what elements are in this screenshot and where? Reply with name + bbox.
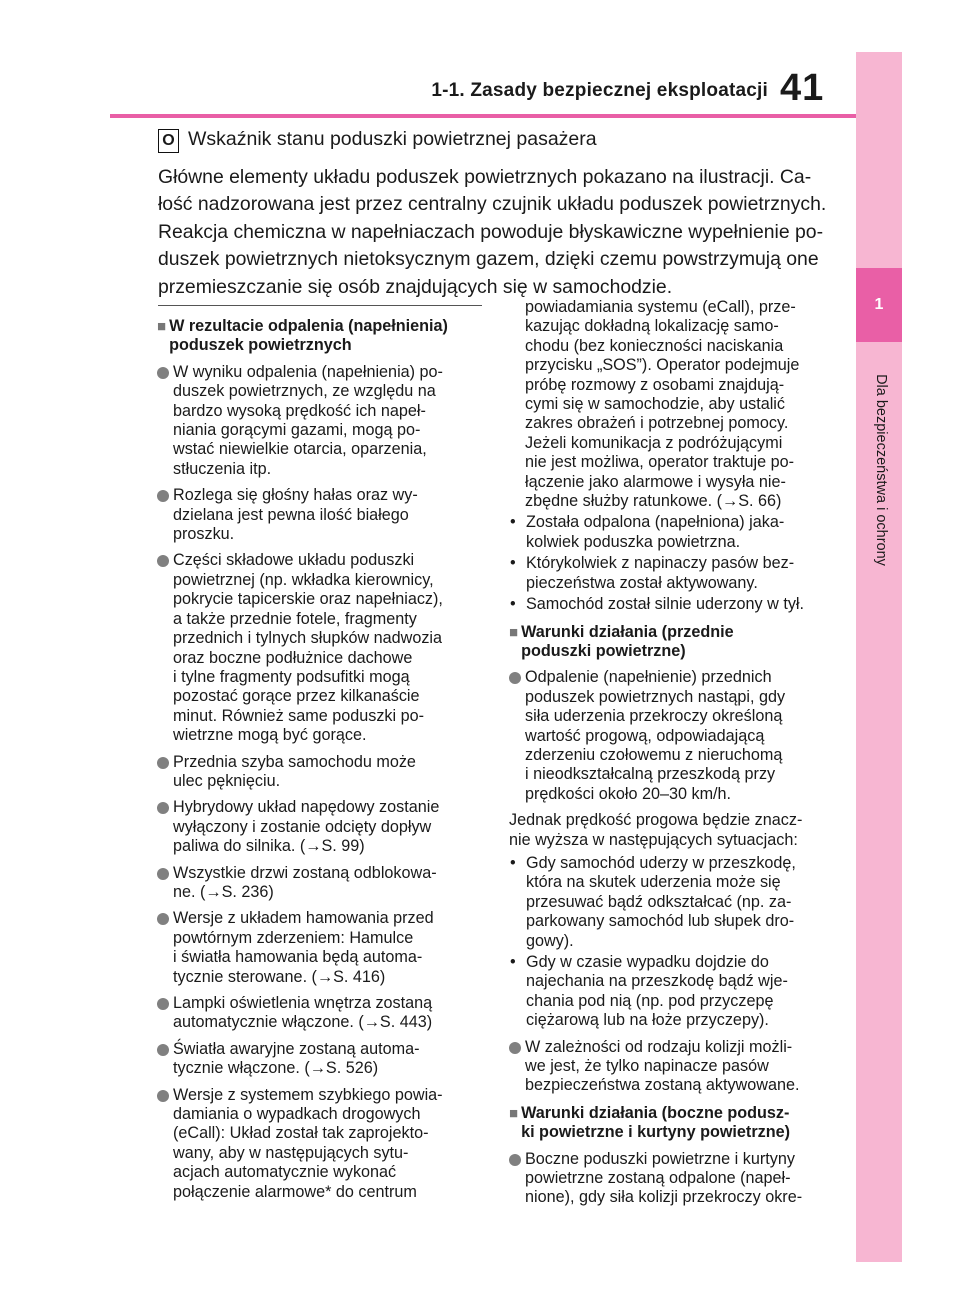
text-line: (eCall): Układ został tak zaprojekto-	[173, 1124, 429, 1143]
bullet-item	[157, 864, 485, 903]
bullet-item	[509, 668, 839, 804]
dot-bullet-icon: •	[510, 513, 516, 532]
text-line: wyłączony i zostanie odcięty dopływ	[173, 817, 432, 836]
text-line: ciężarową lub na łoże przyczepy).	[526, 1011, 769, 1030]
text-line: W zależności od rodzaju kolizji możli-	[525, 1037, 793, 1056]
text-line: Jednak prędkość progowa będzie znacz-	[509, 811, 803, 830]
intro-line: Reakcja chemiczna w napełniaczach powoduje błyskawiczne wypełnienie po-	[158, 220, 824, 243]
callout-key-o: O	[158, 129, 179, 153]
text-line: Samochód został silnie uderzony w tył.	[526, 595, 805, 614]
text-line: ne. (→S. 236)	[173, 882, 274, 901]
circle-bullet-icon	[157, 998, 169, 1010]
threshold-list	[509, 854, 839, 1031]
text-line: i tylne fragmenty podsufitki mogą	[173, 667, 410, 686]
text-line: wstać niewielkie otarcia, oparzenia,	[173, 440, 427, 459]
text-line: nie jest możliwa, operator traktuje po-	[525, 453, 795, 472]
text-line: Gdy w czasie wypadku dojdzie do	[526, 953, 769, 971]
text-line: ulec pęknięciu.	[173, 771, 281, 790]
text-line: Wszystkie drzwi zostaną odblokowa-	[173, 863, 437, 882]
column-divider-rule	[158, 305, 482, 306]
text-line: połączenie alarmowe* do centrum	[173, 1182, 417, 1201]
section-heading	[509, 623, 839, 662]
text-line: kolwiek poduszka powietrzna.	[526, 532, 741, 551]
bullet-item	[509, 1150, 839, 1208]
text-line: poduszki powietrzne)	[521, 641, 686, 660]
text-line: automatycznie włączone. (→S. 443)	[173, 1013, 433, 1032]
side-tab-label-text: Dla bezpieczeństwa i ochrony	[873, 374, 889, 566]
sub-bullet-text	[526, 953, 839, 1031]
circle-bullet-icon	[157, 868, 169, 880]
text-line: przycisku „SOS”). Operator podejmuje	[525, 356, 800, 375]
sub-bullet-item	[509, 513, 839, 552]
text-line: powtórnym zderzeniem: Hamulce	[173, 928, 414, 947]
sub-bullet-item	[509, 554, 839, 593]
text-line: minut. Również same poduszki po-	[173, 706, 425, 725]
text-line: tycznie sterowane. (→S. 416)	[173, 967, 386, 986]
threshold-note	[509, 811, 839, 850]
text-line: cymi się w samochodzie, aby ustalić	[525, 395, 785, 414]
bullet-item	[157, 486, 485, 544]
text-line: przednich i tylnych słupków nadwozia	[173, 629, 443, 648]
sub-bullet-item	[509, 854, 839, 951]
square-bullet-icon: ■	[509, 623, 519, 641]
text-line: Warunki działania (przednie	[521, 622, 734, 641]
text-line: dzielana jest pewna ilość białego	[173, 505, 409, 524]
intro-line: Główne elementy układu poduszek powietrznych pokazano na ilustracji. Ca-	[158, 166, 812, 188]
text-line: Którykolwiek z napinaczy pasów bez-	[526, 554, 795, 573]
bullet-item	[157, 1086, 485, 1202]
bullet-item-text	[173, 551, 485, 745]
dot-bullet-icon: •	[510, 953, 516, 971]
bullet-item	[157, 753, 485, 792]
text-line: parkowany samochód lub słupek dro-	[526, 912, 795, 931]
bullet-item-text	[173, 1086, 485, 1202]
text-line: Rozlega się głośny hałas oraz wy-	[173, 486, 418, 505]
circle-bullet-icon	[157, 555, 169, 567]
text-line: wartość progową, odpowiadającą	[525, 726, 765, 745]
text-line: zbędne służby ratunkowe. (→S. 66)	[525, 492, 782, 511]
text-line: kazując dokładną lokalizację samo-	[525, 317, 779, 336]
text-line: pokrycie tapicerskie oraz napełniacz),	[173, 590, 443, 609]
text-line: próbę rozmowy z osobami znajdują-	[525, 375, 785, 394]
intro-line: duszek powietrznych nietoksycznym gazem, dzięki czemu powstrzymują one	[158, 248, 819, 271]
right-column	[509, 298, 839, 1208]
text-line: tycznie włączone. (→S. 526)	[173, 1059, 379, 1078]
bullet-item	[157, 1040, 485, 1079]
text-line: Jeżeli komunikacja z podróżującymi	[525, 433, 783, 452]
circle-bullet-icon	[157, 1090, 169, 1102]
text-line: Wersje z systemem szybkiego powia-	[173, 1085, 443, 1104]
sub-bullet-text	[526, 554, 839, 593]
text-line: wany, aby w następujących sytu-	[173, 1143, 409, 1162]
text-line: nione), gdy siła kolizji przekroczy okre-	[525, 1188, 803, 1207]
text-line: przesuwać bądź odkształcać (np. za-	[526, 892, 792, 911]
bullet-item	[157, 994, 485, 1033]
text-line: pieczeństwa został aktywowany.	[526, 573, 758, 592]
bullet-item-text	[525, 1038, 839, 1096]
text-line: W wyniku odpalenia (napełnienia) po-	[173, 362, 443, 381]
intro-line: łość nadzorowana jest przez centralny czujnik układu poduszek powietrznych.	[158, 193, 827, 216]
section-heading-text	[521, 623, 734, 662]
text-line: Hybrydowy układ napędowy zostanie	[173, 798, 440, 817]
section-heading	[157, 317, 485, 356]
text-line: nie wyższa w następujących sytuacjach:	[509, 830, 798, 849]
text-line: oraz boczne podłużnice dachowe	[173, 648, 413, 667]
bullet-item-text	[173, 798, 485, 856]
bullet-item-text	[173, 486, 485, 544]
text-line: chania pod nią (np. pod przyczepę	[526, 991, 774, 1010]
side-thumb-tab	[856, 52, 902, 1262]
text-line: duszek powietrznych, ze względu na	[173, 382, 436, 401]
text-line: Światła awaryjne zostaną automa-	[173, 1039, 420, 1058]
sub-bullet-text	[526, 854, 839, 951]
intro-line: przemieszczanie się osób znajdujących się w samochodzie.	[158, 275, 673, 298]
text-line: siła uderzenia przekroczy określoną	[525, 707, 783, 726]
text-line: bardzo wysoką prędkość ich napeł-	[173, 401, 426, 420]
text-line: niania gorącymi gazami, mogą po-	[173, 421, 421, 440]
dot-bullet-icon: •	[510, 853, 516, 872]
text-line: poduszek powietrznych	[169, 336, 352, 355]
left-column	[157, 317, 485, 1202]
intro-heading: Wskaźnik stanu poduszki powietrznej pasażera	[188, 128, 597, 150]
bullet-item	[157, 909, 485, 987]
text-line: Odpalenie (napełnienie) przednich	[525, 668, 772, 687]
circle-bullet-icon	[157, 913, 169, 925]
text-line: poduszek powietrznych nastąpi, gdy	[525, 687, 786, 706]
text-line: acjach automatycznie wykonać	[173, 1163, 397, 1182]
sub-bullet-text	[526, 513, 839, 552]
text-line: Wersje z układem hamowania przed	[173, 909, 434, 928]
bullet-item	[157, 363, 485, 479]
square-bullet-icon: ■	[157, 318, 167, 335]
text-line: powiadamiania systemu (eCall), prze-	[525, 298, 796, 316]
section-heading-text	[521, 1104, 790, 1143]
bullet-item-text	[525, 1150, 839, 1208]
page-number: 41	[780, 67, 825, 109]
text-line: Boczne poduszki powietrzne i kurtyny	[525, 1149, 795, 1168]
text-line: powietrzne zostaną odpalone (napeł-	[525, 1169, 791, 1188]
text-line: prędkości około 20–30 km/h.	[525, 784, 732, 803]
text-line: bezpieczeństwa zostaną aktywowane.	[525, 1076, 800, 1095]
bullet-item-text	[173, 363, 485, 479]
bullet-item	[157, 551, 485, 745]
text-line: Przednia szyba samochodu może	[173, 752, 416, 771]
circle-bullet-icon	[157, 490, 169, 502]
text-line: Gdy samochód uderzy w przeszkodę,	[526, 853, 796, 872]
side-tab-chapter-number: 1	[856, 268, 902, 342]
text-line: wietrzne mogą być gorące.	[173, 726, 367, 745]
continued-text	[509, 298, 839, 511]
circle-bullet-icon	[509, 672, 521, 684]
circle-bullet-icon	[509, 1042, 521, 1054]
text-line: łączenie jako alarmowe i wysyła nie-	[525, 472, 786, 491]
intro-paragraph	[158, 164, 848, 301]
circle-bullet-icon	[157, 802, 169, 814]
dot-bullet-icon: •	[510, 595, 516, 614]
text-line: a także przednie fotele, fragmenty	[173, 609, 417, 628]
bullet-item-text	[173, 909, 485, 987]
bullet-item	[157, 798, 485, 856]
text-line: gowy).	[526, 931, 574, 950]
text-line: we jest, że tylko napinacze pasów	[525, 1057, 769, 1076]
text-line: paliwa do silnika. (→S. 99)	[173, 837, 365, 856]
bullet-item	[509, 1038, 839, 1096]
text-line: powietrznej (np. wkładka kierownicy,	[173, 570, 434, 589]
text-line: Lampki oświetlenia wnętrza zostaną	[173, 994, 433, 1012]
header-rule	[110, 114, 856, 118]
text-line: i nieodkształcalną przeszkodą przy	[525, 765, 776, 784]
text-line: Została odpalona (napełniona) jaka-	[526, 513, 785, 532]
text-line: damiania o wypadkach drogowych	[173, 1105, 421, 1124]
bullet-item-text	[173, 864, 485, 903]
text-line: Części składowe układu poduszki	[173, 551, 415, 570]
text-line: i światła hamowania będą automa-	[173, 948, 423, 967]
circle-bullet-icon	[157, 757, 169, 769]
text-line: W rezultacie odpalenia (napełnienia)	[169, 317, 448, 335]
text-line: stłuczenia itp.	[173, 459, 272, 478]
text-line: chodu (bez konieczności naciskania	[525, 336, 784, 355]
text-line: ki powietrzne i kurtyny powietrzne)	[521, 1123, 790, 1142]
dot-bullet-icon: •	[510, 554, 516, 573]
circle-bullet-icon	[157, 367, 169, 379]
text-line: zderzeniu czołowemu z nieruchomą	[525, 745, 783, 764]
section-heading-text	[169, 317, 448, 356]
bullet-item-text	[173, 753, 485, 792]
square-bullet-icon: ■	[509, 1104, 519, 1122]
text-line: Warunki działania (boczne podusz-	[521, 1103, 790, 1122]
text-line: proszku.	[173, 525, 235, 544]
sub-bullet-text	[526, 595, 839, 614]
sub-bullet-item	[509, 953, 839, 1031]
running-header-title: 1-1. Zasady bezpiecznej eksploatacji	[431, 80, 768, 101]
section-heading	[509, 1104, 839, 1143]
circle-bullet-icon	[157, 1044, 169, 1056]
text-line: pozostać gorące przez kilkanaście	[173, 687, 420, 706]
text-line: która na skutek uderzenia może się	[526, 873, 781, 892]
bullet-item-text	[173, 994, 485, 1033]
bullet-item-text	[173, 1040, 485, 1079]
bullet-item-text	[525, 668, 839, 804]
circle-bullet-icon	[509, 1154, 521, 1166]
text-line: zakres obrażeń i potrzebnej pomocy.	[525, 414, 789, 433]
text-line: najechania na przeszkodę bądź wje-	[526, 972, 788, 991]
sub-bullet-item	[509, 595, 839, 614]
